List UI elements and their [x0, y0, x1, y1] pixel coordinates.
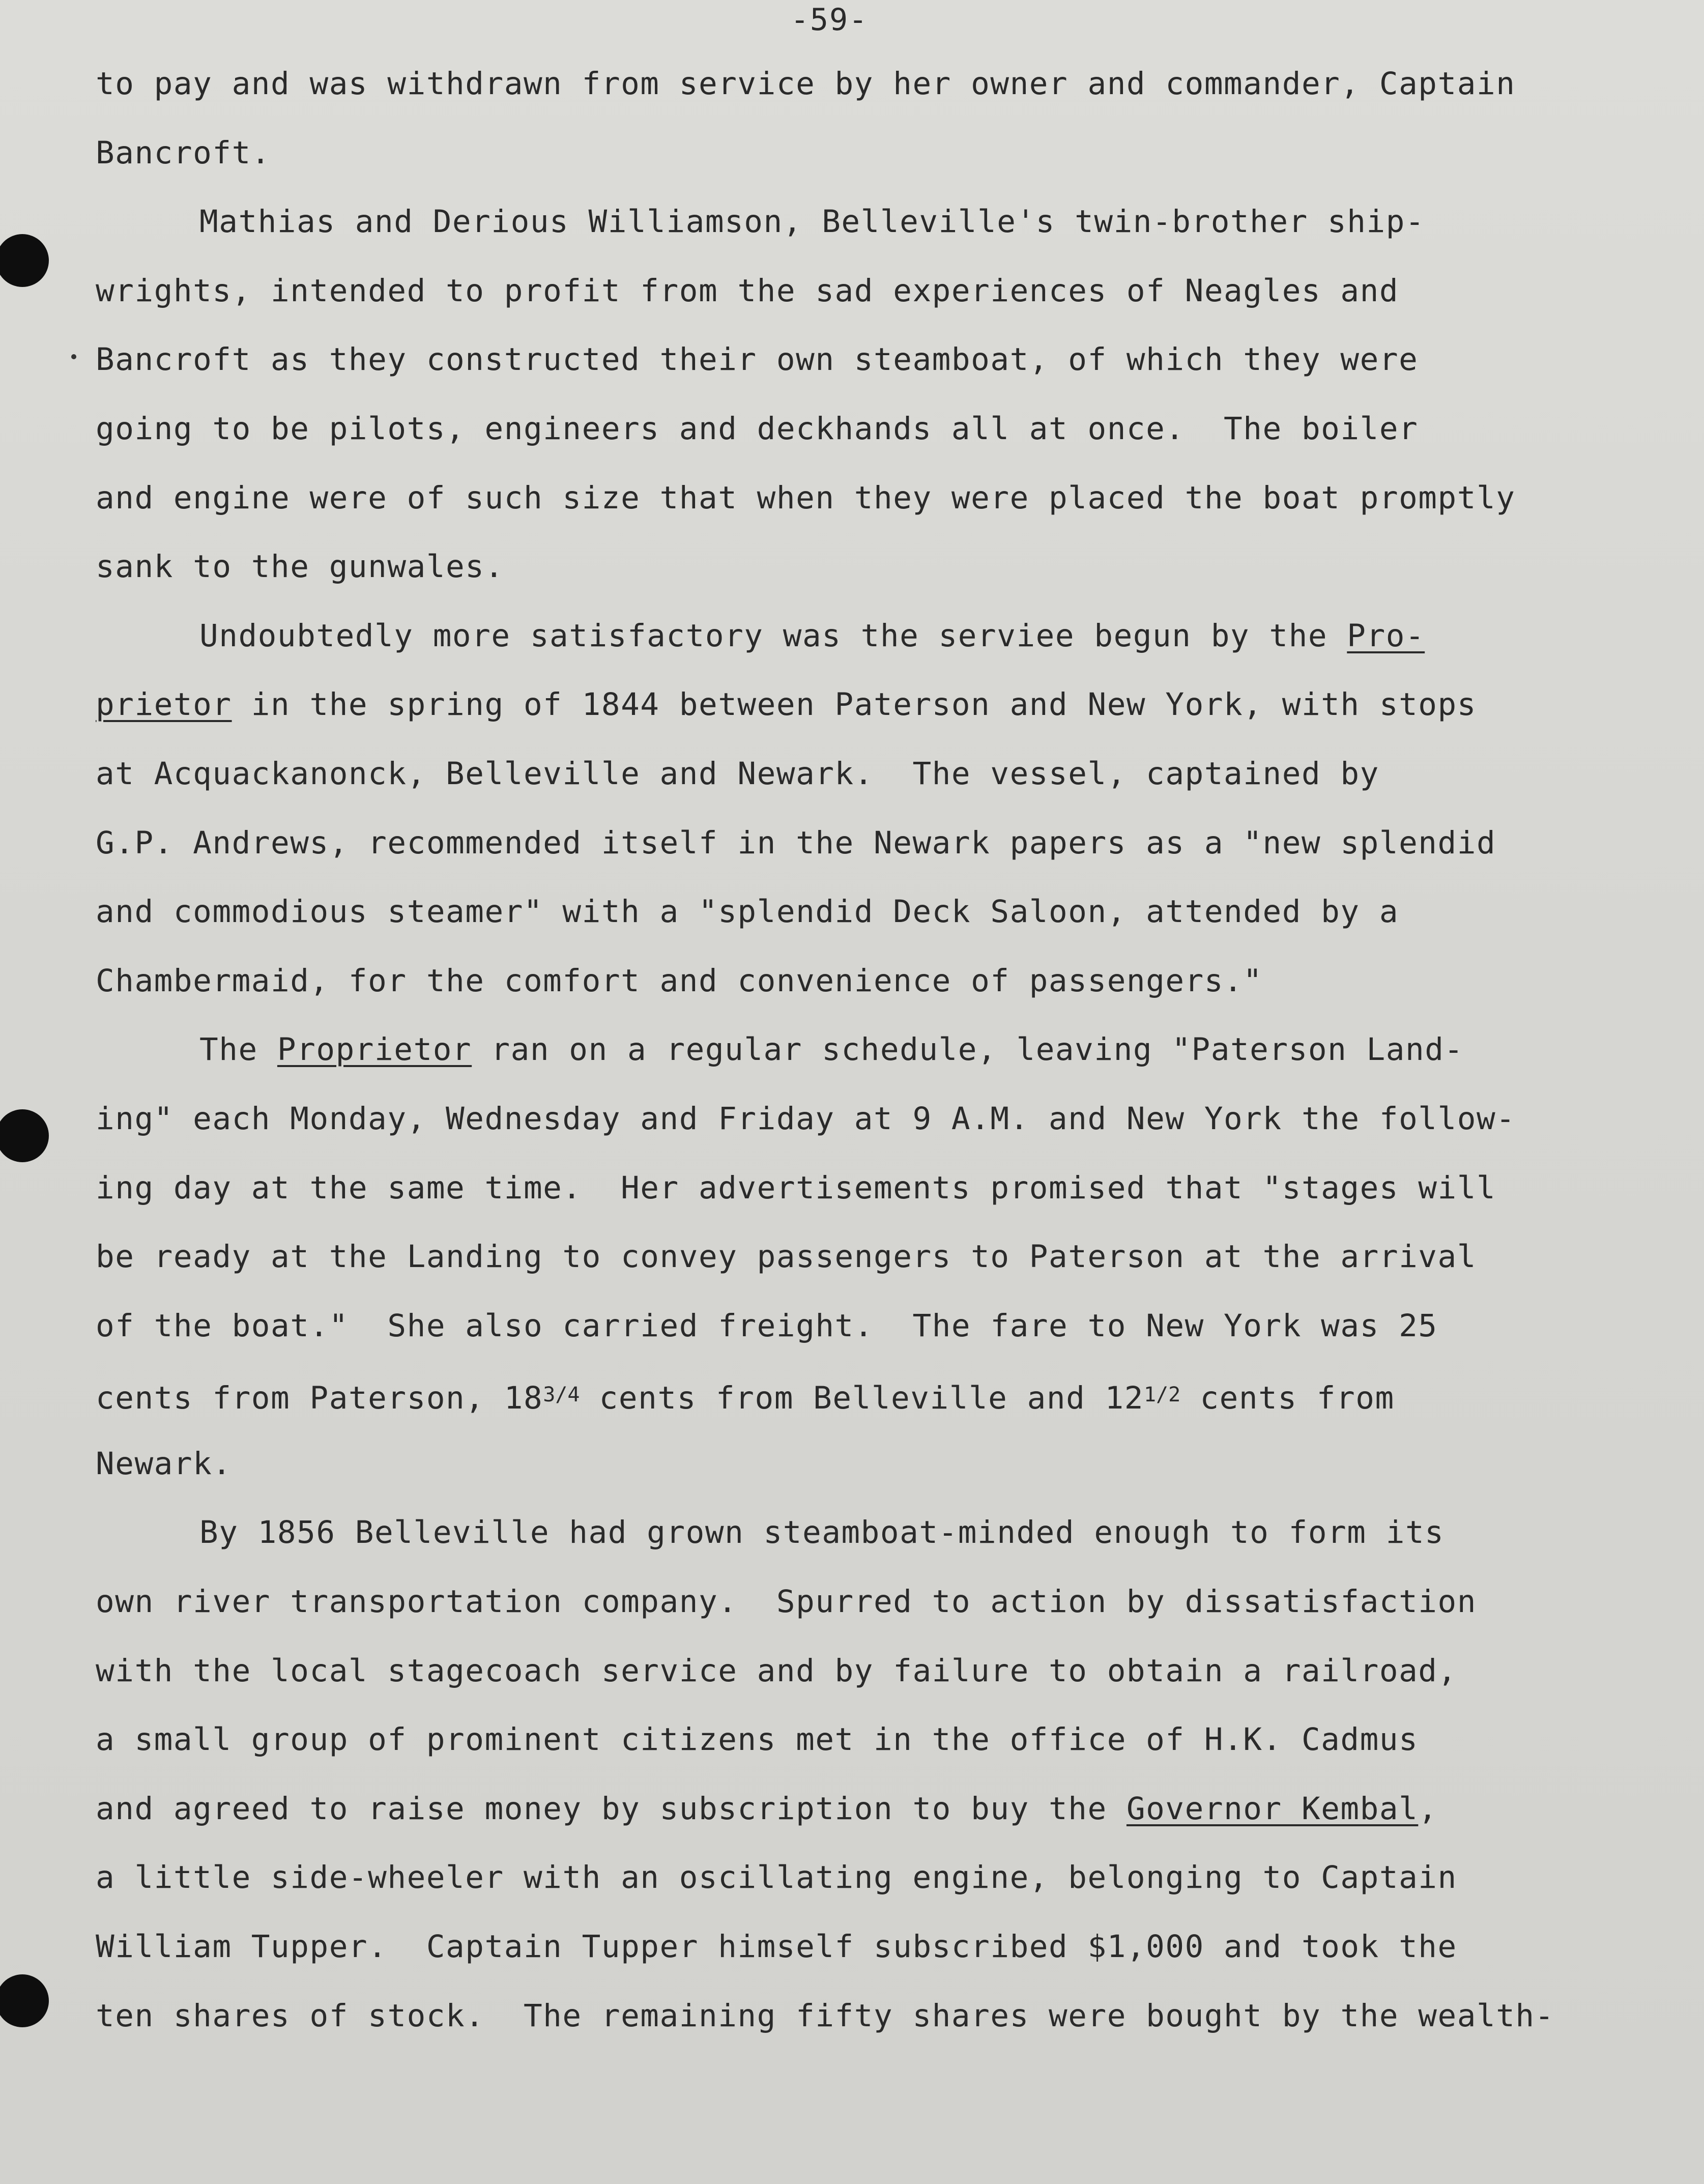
line-text: The: [199, 1031, 277, 1068]
text-line: a small group of prominent citizens met in the office of H.K. Cadmus: [96, 1721, 1419, 1758]
fraction-three-quarters: 3/4: [543, 1383, 580, 1407]
text-line: at Acquackanonck, Belleville and Newark. The vessel, captained by: [96, 755, 1379, 792]
text-line: [96, 613, 1642, 682]
stray-ink-mark: [71, 354, 76, 359]
text-line: ing" each Monday, Wednesday and Friday at 9 A.M. and New York the follow-: [96, 1100, 1516, 1137]
text-line: sank to the gunwales.: [96, 549, 504, 585]
text-line: [96, 1372, 1642, 1441]
line-text: cents from Belleville and 12: [580, 1380, 1144, 1417]
text-line: and commodious steamer" with a "splendid Deck Saloon, attended by a: [96, 894, 1399, 930]
vessel-name-proprietor: Pro-: [1347, 617, 1425, 654]
text-line: of the boat." She also carried freight. The fare to New York was 25: [96, 1307, 1438, 1344]
text-line: going to be pilots, engineers and deckhands all at once. The boiler: [96, 410, 1419, 447]
fraction-one-half: 1/2: [1143, 1383, 1181, 1407]
punch-hole: [0, 1974, 49, 2027]
text-line: G.P. Andrews, recommended itself in the Newark papers as a "new splendid: [96, 824, 1496, 861]
line-text: and agreed to raise money by subscription to buy the: [96, 1790, 1127, 1827]
text-line: By 1856 Belleville had grown steamboat-minded enough to form its: [199, 1514, 1445, 1551]
body-text: [96, 61, 1642, 2062]
text-line: William Tupper. Captain Tupper himself subscribed $1,000 and took the: [96, 1929, 1457, 1965]
text-line: [96, 1786, 1642, 1855]
text-line: Bancroft.: [96, 134, 271, 171]
text-line: Newark.: [96, 1445, 232, 1482]
text-line: own river transportation company. Spurred to action by dissatisfaction: [96, 1584, 1477, 1620]
text-line: Mathias and Derious Williamson, Belleville's twin-brother ship-: [199, 204, 1425, 240]
text-line: with the local stagecoach service and by failure to obtain a railroad,: [96, 1652, 1457, 1689]
line-text: cents from Paterson, 18: [96, 1380, 543, 1417]
text-line: be ready at the Landing to convey passengers to Paterson at the arrival: [96, 1239, 1477, 1275]
text-line: ten shares of stock. The remaining fifty shares were bought by the wealth-: [96, 1997, 1554, 2034]
text-line: Chambermaid, for the comfort and convenience of passengers.": [96, 962, 1263, 999]
text-line: wrights, intended to profit from the sad experiences of Neagles and: [96, 272, 1399, 309]
line-text: in the spring of 1844 between Paterson and New York, with stops: [232, 686, 1477, 723]
line-text: ,: [1418, 1790, 1438, 1827]
vessel-name-proprietor: prietor: [96, 686, 232, 723]
text-line: a little side-wheeler with an oscillating engine, belonging to Captain: [96, 1859, 1457, 1896]
text-line: [96, 682, 1642, 751]
punch-hole: [0, 234, 49, 287]
vessel-name-proprietor: Proprietor: [277, 1031, 472, 1068]
text-line: [96, 1027, 1642, 1096]
text-line: Bancroft as they constructed their own steamboat, of which they were: [96, 341, 1419, 378]
text-line: and engine were of such size that when they were placed the boat promptly: [96, 479, 1516, 516]
line-text: Undoubtedly more satisfactory was the serviee begun by the: [199, 617, 1347, 654]
punch-hole: [0, 1109, 49, 1162]
text-line: ing day at the same time. Her advertisements promised that "stages will: [96, 1169, 1496, 1206]
text-line: to pay and was withdrawn from service by her owner and commander, Captain: [96, 66, 1516, 102]
page-number: -59-: [790, 2, 869, 38]
line-text: ran on a regular schedule, leaving "Paterson Land-: [472, 1031, 1464, 1068]
line-text: cents from: [1180, 1380, 1395, 1417]
vessel-name-governor-kembal: Governor Kembal: [1126, 1790, 1419, 1827]
